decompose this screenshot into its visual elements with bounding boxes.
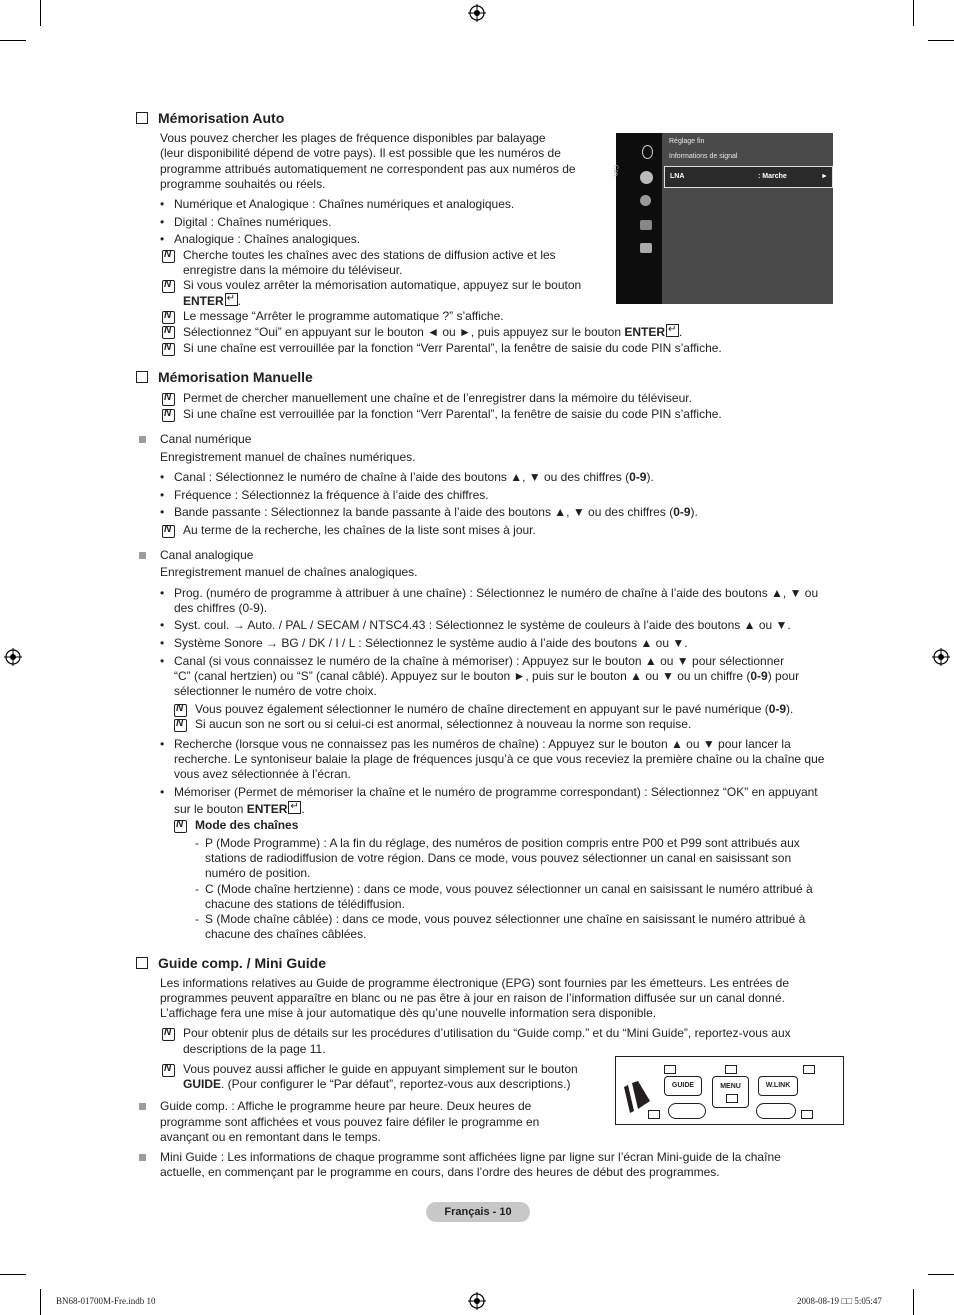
registration-mark-icon	[468, 1292, 486, 1310]
bullet-dot: •	[160, 470, 165, 484]
list-item: actuelle, en commençant par le programme en cours, dans l’ordre des heures de début des programmes.	[160, 1165, 720, 1179]
paragraph-line: programme attribués automatiquement ne correspondent pas aux numéros de	[160, 162, 576, 176]
bullet-dot: •	[160, 232, 165, 246]
note-icon	[162, 393, 175, 406]
guide-button[interactable]: GUIDE	[664, 1076, 702, 1096]
menu-category-label: Can.	[612, 165, 618, 178]
bullet-dot: •	[160, 654, 165, 668]
note-text: Au terme de la recherche, les chaînes de la liste sont mises à jour.	[183, 523, 536, 537]
list-item: Fréquence : Sélectionnez la fréquence à l’aide des chiffres.	[174, 488, 489, 502]
bullet-dot: •	[160, 618, 165, 632]
checkbox-square-icon	[136, 371, 148, 383]
list-item: Digital : Chaînes numériques.	[174, 215, 332, 229]
info-icon	[725, 1065, 737, 1074]
paragraph-line: L’affichage fera une mise à jour automatique dès qu’une nouvelle information sera disponible.	[160, 1006, 657, 1020]
crop-mark	[40, 0, 41, 26]
note-text: Pour obtenir plus de détails sur les procédures d’utilisation du “Guide comp.” et du “Mini Guide”, reportez-vous aux	[183, 1026, 791, 1040]
paragraph-line: programme souhaités ou réels.	[160, 177, 326, 191]
bullet-dot: •	[160, 215, 165, 229]
registration-mark-icon	[932, 648, 950, 666]
dash-bullet: -	[195, 912, 199, 926]
note-text: Cherche toutes les chaînes avec des stations de diffusion active et les	[183, 248, 556, 262]
list-item: Recherche (lorsque vous ne connaissez pas les numéros de chaîne) : Appuyez sur le bouton ▲ ou ▼ pour lancer la	[174, 737, 791, 751]
enter-icon	[225, 293, 238, 306]
list-item: numéro de position.	[205, 866, 311, 880]
square-bullet-icon	[139, 1154, 146, 1161]
list-item: sur le bouton ENTER↵ .	[174, 801, 305, 817]
registration-mark-icon	[468, 4, 486, 22]
list-item: Analogique : Chaînes analogiques.	[174, 232, 361, 246]
note-text: Si une chaîne est verrouillée par la fonction “Verr Parental”, la fenêtre de saisie du code PIN s’affiche.	[183, 341, 722, 355]
section-title-memorisation-manuelle: Mémorisation Manuelle	[136, 368, 313, 386]
channel-icon	[640, 171, 653, 184]
down-button[interactable]	[756, 1103, 796, 1119]
note-text: ENTER↵ .	[183, 293, 241, 309]
picture-icon	[642, 145, 653, 159]
note-icon	[162, 280, 175, 293]
menu-button[interactable]: MENU	[712, 1076, 749, 1108]
input-icon	[640, 220, 652, 230]
crop-mark	[913, 1289, 914, 1315]
subtitle-icon	[803, 1065, 815, 1074]
list-item: P (Mode Programme) : A la fin du réglage, des numéros de position compris entre P00 et P99 sont attribués aux	[205, 836, 800, 850]
note-text: descriptions de la page 11.	[183, 1042, 326, 1056]
note-icon	[174, 719, 187, 732]
bullet-dot: •	[160, 586, 165, 600]
subsection-title: Canal analogique	[160, 548, 254, 562]
note-icon	[162, 250, 175, 263]
menu-panel	[662, 133, 833, 304]
page-number-badge: Français - 10	[426, 1202, 530, 1222]
list-item: avançant ou en remontant dans le temps.	[160, 1130, 381, 1144]
menu-sidebar	[612, 133, 662, 304]
list-item: Prog. (numéro de programme à attribuer à une chaîne) : Sélectionnez le numéro de chaîne à l’aide des boutons ▲, ▼ ou	[174, 586, 819, 600]
note-text: Si aucun son ne sort ou si celui-ci est anormal, sélectionnez à nouveau la norme son requise.	[195, 717, 692, 731]
crop-mark	[913, 0, 914, 26]
section-title-memorisation-auto: Mémorisation Auto	[136, 109, 284, 127]
note-text: Le message “Arrêter le programme automatique ?” s’affiche.	[183, 309, 504, 323]
list-item: sélectionner le numéro de votre choix.	[174, 684, 377, 698]
list-item: Mini Guide : Les informations de chaque programme sont affichées ligne par ligne sur l’écran Mini-guide de la chaîne	[160, 1150, 781, 1164]
wlink-button[interactable]: W.LINK	[758, 1076, 798, 1096]
up-button[interactable]	[668, 1103, 706, 1119]
note-icon	[174, 704, 187, 717]
setup-icon	[640, 195, 651, 206]
checkbox-square-icon	[136, 112, 148, 124]
menu-item-reglage-fin[interactable]: Réglage fin	[669, 138, 705, 145]
crop-mark	[928, 1274, 954, 1275]
dash-bullet: -	[195, 836, 199, 850]
paragraph-line: Enregistrement manuel de chaînes numériques.	[160, 450, 416, 464]
list-item: Canal (si vous connaissez le numéro de la chaîne à mémoriser) : Appuyez sur le bouton ▲ ou ▼ pour sélectionner	[174, 654, 785, 668]
menu-sub-icon	[726, 1094, 738, 1103]
enter-icon	[288, 801, 301, 814]
registration-mark-icon	[4, 648, 22, 666]
list-item: vous avez sélectionnée à l’écran.	[174, 767, 351, 781]
crop-mark	[928, 40, 954, 41]
list-item: chacune des chaînes câblées.	[205, 927, 367, 941]
list-item: C (Mode chaîne hertzienne) : dans ce mode, vous pouvez sélectionner un canal en saisissant le numéro attribué à	[205, 882, 813, 896]
note-text: enregistre dans la mémoire du téléviseur.	[183, 263, 403, 277]
list-item: programme sont affichées et vous pouvez faire défiler le programme en	[160, 1115, 540, 1129]
square-bullet-icon	[139, 552, 146, 559]
list-item: des chiffres (0-9).	[174, 601, 268, 615]
print-file-info: BN68-01700M-Fre.indb 10	[56, 1296, 156, 1306]
bullet-dot: •	[160, 505, 165, 519]
remote-control-illustration	[615, 1056, 844, 1125]
note-text: Si vous voulez arrêter la mémorisation automatique, appuyez sur le bouton	[183, 278, 582, 292]
note-icon	[162, 1028, 175, 1041]
dash-bullet: -	[195, 882, 199, 896]
list-item: Canal : Sélectionnez le numéro de chaîne à l’aide des boutons ▲, ▼ ou des chiffres (0-9).	[174, 470, 654, 484]
paragraph-line: Enregistrement manuel de chaînes analogiques.	[160, 565, 418, 579]
note-icon	[162, 326, 175, 339]
list-item: Syst. coul. → Auto. / PAL / SECAM / NTSC4.43 : Sélectionnez le système de couleurs à l’aide des boutons ▲ ou ▼.	[174, 618, 791, 632]
bullet-dot: •	[160, 488, 165, 502]
note-text: Vous pouvez également sélectionner le numéro de chaîne directement en appuyant sur le pavé numérique (0-9).	[195, 702, 794, 716]
list-item: Mémoriser (Permet de mémoriser la chaîne et le numéro de programme correspondant) : Sélectionnez “OK” en appuyant	[174, 785, 818, 799]
crop-mark	[0, 40, 26, 41]
menu-item-lna-selected[interactable]	[664, 166, 833, 188]
section-title-guide: Guide comp. / Mini Guide	[136, 954, 326, 972]
list-item: recherche. Le syntoniseur balaie la plage de fréquences jusqu’à ce que vous receviez la première chaîne ou la chaîne que	[174, 752, 825, 766]
bullet-dot: •	[160, 785, 165, 799]
list-item: Système Sonore → BG / DK / I / L : Sélectionnez le système audio à l’aide des boutons ▲ ou ▼.	[174, 636, 688, 650]
note-text: GUIDE. (Pour configurer le “Par défaut”, reportez-vous aux descriptions.)	[183, 1077, 571, 1091]
bullet-dot: •	[160, 636, 165, 650]
subsection-title: Canal numérique	[160, 432, 252, 446]
note-text: Si une chaîne est verrouillée par la fonction “Verr Parental”, la fenêtre de saisie du code PIN s’affiche.	[183, 407, 722, 421]
bullet-dot: •	[160, 197, 165, 211]
list-item: stations de radiodiffusion de votre région. Dans ce mode, vous pouvez sélectionner un canal en saisissant son	[205, 851, 792, 865]
note-icon	[162, 525, 175, 538]
exit-icon	[801, 1110, 813, 1119]
application-icon	[640, 243, 652, 253]
paragraph-line: Vous pouvez chercher les plages de fréquence disponibles par balayage	[160, 131, 546, 145]
menu-item-value: : Marche	[758, 173, 787, 180]
list-item: S (Mode chaîne câblée) : dans ce mode, vous pouvez sélectionner une chaîne en saisissant le numéro attribué à	[205, 912, 806, 926]
note-icon	[162, 343, 175, 356]
note-icon	[162, 409, 175, 422]
note-heading: Mode des chaînes	[195, 818, 299, 832]
crop-mark	[0, 1274, 26, 1275]
bullet-dot: •	[160, 737, 165, 751]
tools-icon	[664, 1065, 676, 1074]
checkbox-square-icon	[136, 957, 148, 969]
list-item: Guide comp. : Affiche le programme heure par heure. Deux heures de	[160, 1099, 532, 1113]
note-icon	[162, 311, 175, 324]
paragraph-line: programmes peuvent apparaître en blanc ou ne pas être à jour en raison de l’information diffusée sur un canal donné.	[160, 991, 785, 1005]
menu-item-informations-signal[interactable]: Informations de signal	[669, 153, 738, 160]
tip-icon	[162, 1064, 175, 1077]
square-bullet-icon	[139, 436, 146, 443]
square-bullet-icon	[139, 1103, 146, 1110]
list-item: chacune des stations de télédiffusion.	[205, 897, 405, 911]
paragraph-line: (leur disponibilité dépend de votre pays). Il est possible que les numéros de	[160, 146, 561, 160]
crop-mark	[40, 1289, 41, 1315]
paragraph-line: Les informations relatives au Guide de programme électronique (EPG) sont fournies par les émetteurs. Les entrées de	[160, 976, 789, 990]
pointer-arrow-icon	[622, 1081, 652, 1115]
list-item: “C” (canal hertzien) ou “S” (canal câblé). Appuyez sur le bouton ►, puis sur le bouton ▲ ou ▼ ou un chiffre (0-9) pour	[174, 669, 800, 683]
note-text: Sélectionnez “Oui” en appuyant sur le bouton ◄ ou ►, puis appuyez sur le bouton ENTER↵ .	[183, 324, 682, 340]
note-text: Permet de chercher manuellement une chaîne et de l’enregistrer dans la mémoire du téléviseur.	[183, 391, 692, 405]
list-item: Bande passante : Sélectionnez la bande passante à l’aide des boutons ▲, ▼ ou des chiffres (0-9).	[174, 505, 698, 519]
list-item: Numérique et Analogique : Chaînes numériques et analogiques.	[174, 197, 515, 211]
note-text: Vous pouvez aussi afficher le guide en appuyant simplement sur le bouton	[183, 1062, 578, 1076]
note-icon	[174, 820, 187, 833]
print-date-info: 2008-08-19 □□ 5:05:47	[797, 1296, 882, 1306]
menu-item-label: LNA	[670, 173, 685, 180]
tv-menu-screenshot	[612, 133, 833, 304]
enter-icon	[666, 324, 679, 337]
arrow-right-icon: ►	[821, 173, 828, 180]
